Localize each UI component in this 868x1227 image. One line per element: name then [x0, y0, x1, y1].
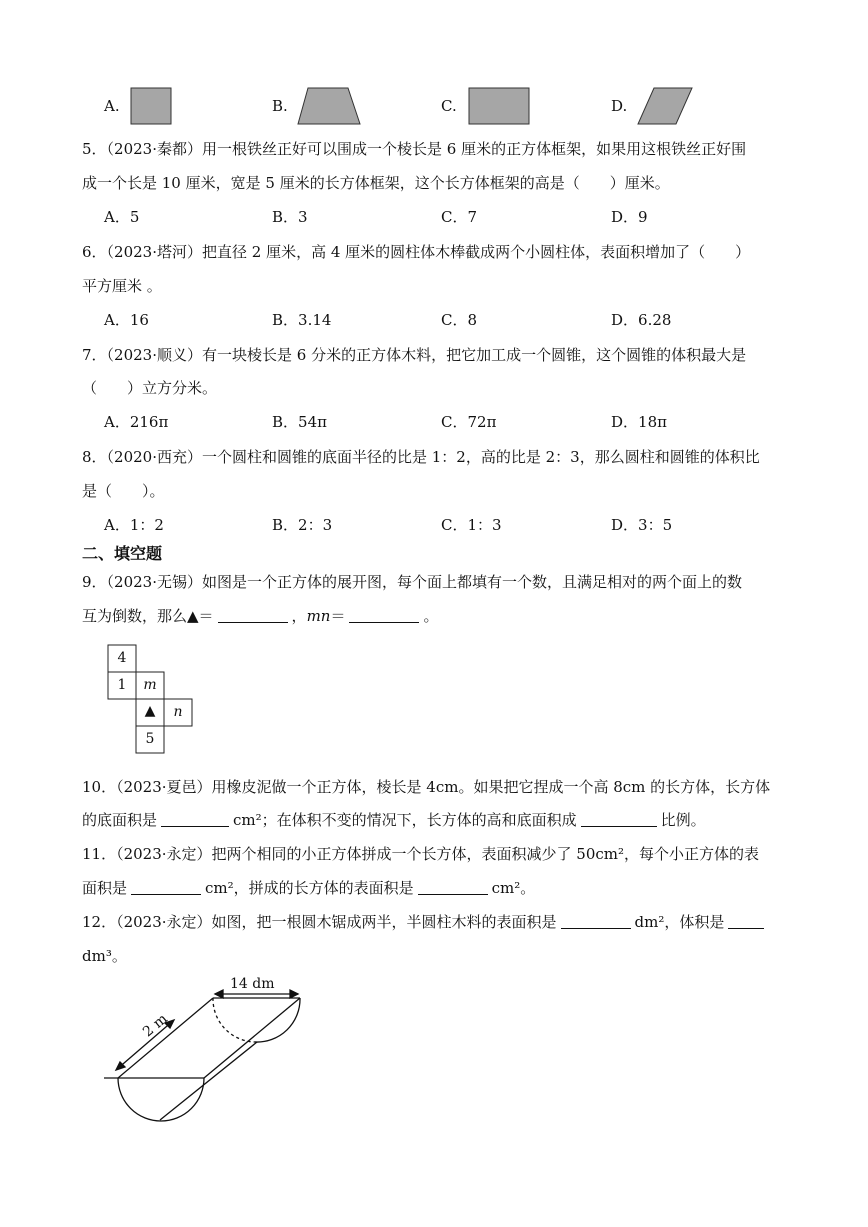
q8-text-line2: 是（ ）。 [82, 482, 165, 500]
q11-blank-cube-area[interactable] [131, 880, 201, 895]
q9-net-label-4: 4 [117, 650, 127, 666]
q7-text-line2: （ ）立方分米。 [82, 379, 218, 397]
q12-text-line2: dm³。 [82, 947, 127, 965]
q7-option-d: D．18π [611, 413, 667, 431]
q8-option-a: A．1：2 [104, 516, 164, 534]
q10-text-a: 的底面积是 [82, 811, 158, 829]
q10-text-c: 比例。 [660, 811, 706, 829]
q12-half-cylinder-figure [100, 970, 310, 1130]
q9-net-label-n: n [173, 704, 183, 720]
q4-option-b-letter: B. [272, 97, 288, 115]
q10-blank-area[interactable] [161, 812, 229, 827]
q9-net-label-m: m [143, 677, 157, 693]
q9-net-label-5: 5 [145, 731, 155, 747]
q4-rectangle-shape [466, 86, 532, 128]
q12-blank-surface-area[interactable] [561, 914, 631, 929]
q9-cube-net-figure [106, 643, 196, 755]
q10-text-b: cm²；在体积不变的情况下，长方体的高和底面积成 [233, 811, 577, 829]
q9-comma: ， [291, 607, 307, 625]
q9-blank-mn[interactable] [349, 608, 419, 623]
q12-text-line1 [82, 911, 768, 932]
q11-text-c: cm²。 [491, 879, 536, 897]
q12-text-a: 12．（2023·永定）如图，把一根圆木锯成两半，半圆柱木料的表面积是 [82, 913, 557, 931]
q9-text-line2 [82, 605, 438, 626]
q8-option-d: D．3：5 [611, 516, 673, 534]
q9-text-line1: 9．（2023·无锡）如图是一个正方体的展开图，每个面上都填有一个数，且满足相对的两个面上的数 [82, 573, 742, 591]
q6-option-b: B．3.14 [272, 311, 332, 329]
q9-net-label-1: 1 [117, 677, 127, 693]
q10-text-line2 [82, 809, 706, 830]
q12-text-b: dm²，体积是 [634, 913, 725, 931]
q4-option-a-letter: A. [104, 97, 120, 115]
q6-option-a: A．16 [104, 311, 149, 329]
q4-trapezoid-shape [296, 86, 366, 128]
q5-option-c: C．7 [441, 208, 478, 226]
q12-width-label: 14 dm [230, 976, 275, 992]
q11-text-line1: 11．（2023·永定）把两个相同的小正方体拼成一个长方体，表面积减少了 50cm²，每个小正方体的表 [82, 845, 760, 863]
q11-text-b: cm²，拼成的长方体的表面积是 [205, 879, 414, 897]
q8-option-c: C．1：3 [441, 516, 502, 534]
q12-blank-volume[interactable] [728, 914, 764, 929]
q6-option-c: C．8 [441, 311, 478, 329]
q7-option-a: A．216π [104, 413, 169, 431]
q10-text-line1: 10．（2023·夏邑）用橡皮泥做一个正方体，棱长是 4cm。如果把它捏成一个高 8cm 的长方体，长方体 [82, 778, 771, 796]
q9-period: 。 [423, 607, 439, 625]
q7-option-b: B．54π [272, 413, 327, 431]
q10-blank-proportion[interactable] [581, 812, 657, 827]
q4-parallelogram-shape [636, 86, 696, 128]
q12-length-label: 2 m [140, 1010, 171, 1041]
q8-text-line1: 8．（2020·西充）一个圆柱和圆锥的底面半径的比是 1：2，高的比是 2：3，那么圆柱和圆锥的体积比 [82, 448, 760, 466]
q11-text-line2 [82, 877, 535, 898]
q9-mn-var: mn [306, 607, 331, 625]
q7-option-c: C．72π [441, 413, 497, 431]
q9-equals: ＝ [330, 607, 346, 625]
q5-option-b: B．3 [272, 208, 308, 226]
q9-net-label-triangle: ▲ [144, 703, 156, 719]
q5-option-a: A．5 [104, 208, 140, 226]
q5-text-line1: 5．（2023·秦都）用一根铁丝正好可以围成一个棱长是 6 厘米的正方体框架，如果用这根铁丝正好围 [82, 140, 747, 158]
q6-text-line1: 6．（2023·塔河）把直径 2 厘米，高 4 厘米的圆柱体木棒截成两个小圆柱体，表面积增加了（ ） [82, 243, 751, 261]
q4-square-shape [128, 86, 176, 128]
q5-option-d: D．9 [611, 208, 648, 226]
q8-option-b: B．2：3 [272, 516, 333, 534]
q4-option-d-letter: D. [611, 97, 628, 115]
q11-blank-cuboid-area[interactable] [418, 880, 488, 895]
q9-text-before-blank1: 互为倒数，那么▲＝ [82, 607, 214, 625]
section-2-heading: 二、填空题 [82, 544, 163, 563]
q5-text-line2: 成一个长是 10 厘米，宽是 5 厘米的长方体框架，这个长方体框架的高是（ ）厘米。 [82, 174, 670, 192]
q7-text-line1: 7．（2023·顺义）有一块棱长是 6 分米的正方体木料，把它加工成一个圆锥，这个圆锥的体积最大是 [82, 346, 747, 364]
q6-option-d: D．6.28 [611, 311, 672, 329]
q11-text-a: 面积是 [82, 879, 128, 897]
q6-text-line2: 平方厘米 。 [82, 277, 162, 295]
q9-blank-triangle[interactable] [218, 608, 288, 623]
q4-option-c-letter: C. [441, 97, 457, 115]
